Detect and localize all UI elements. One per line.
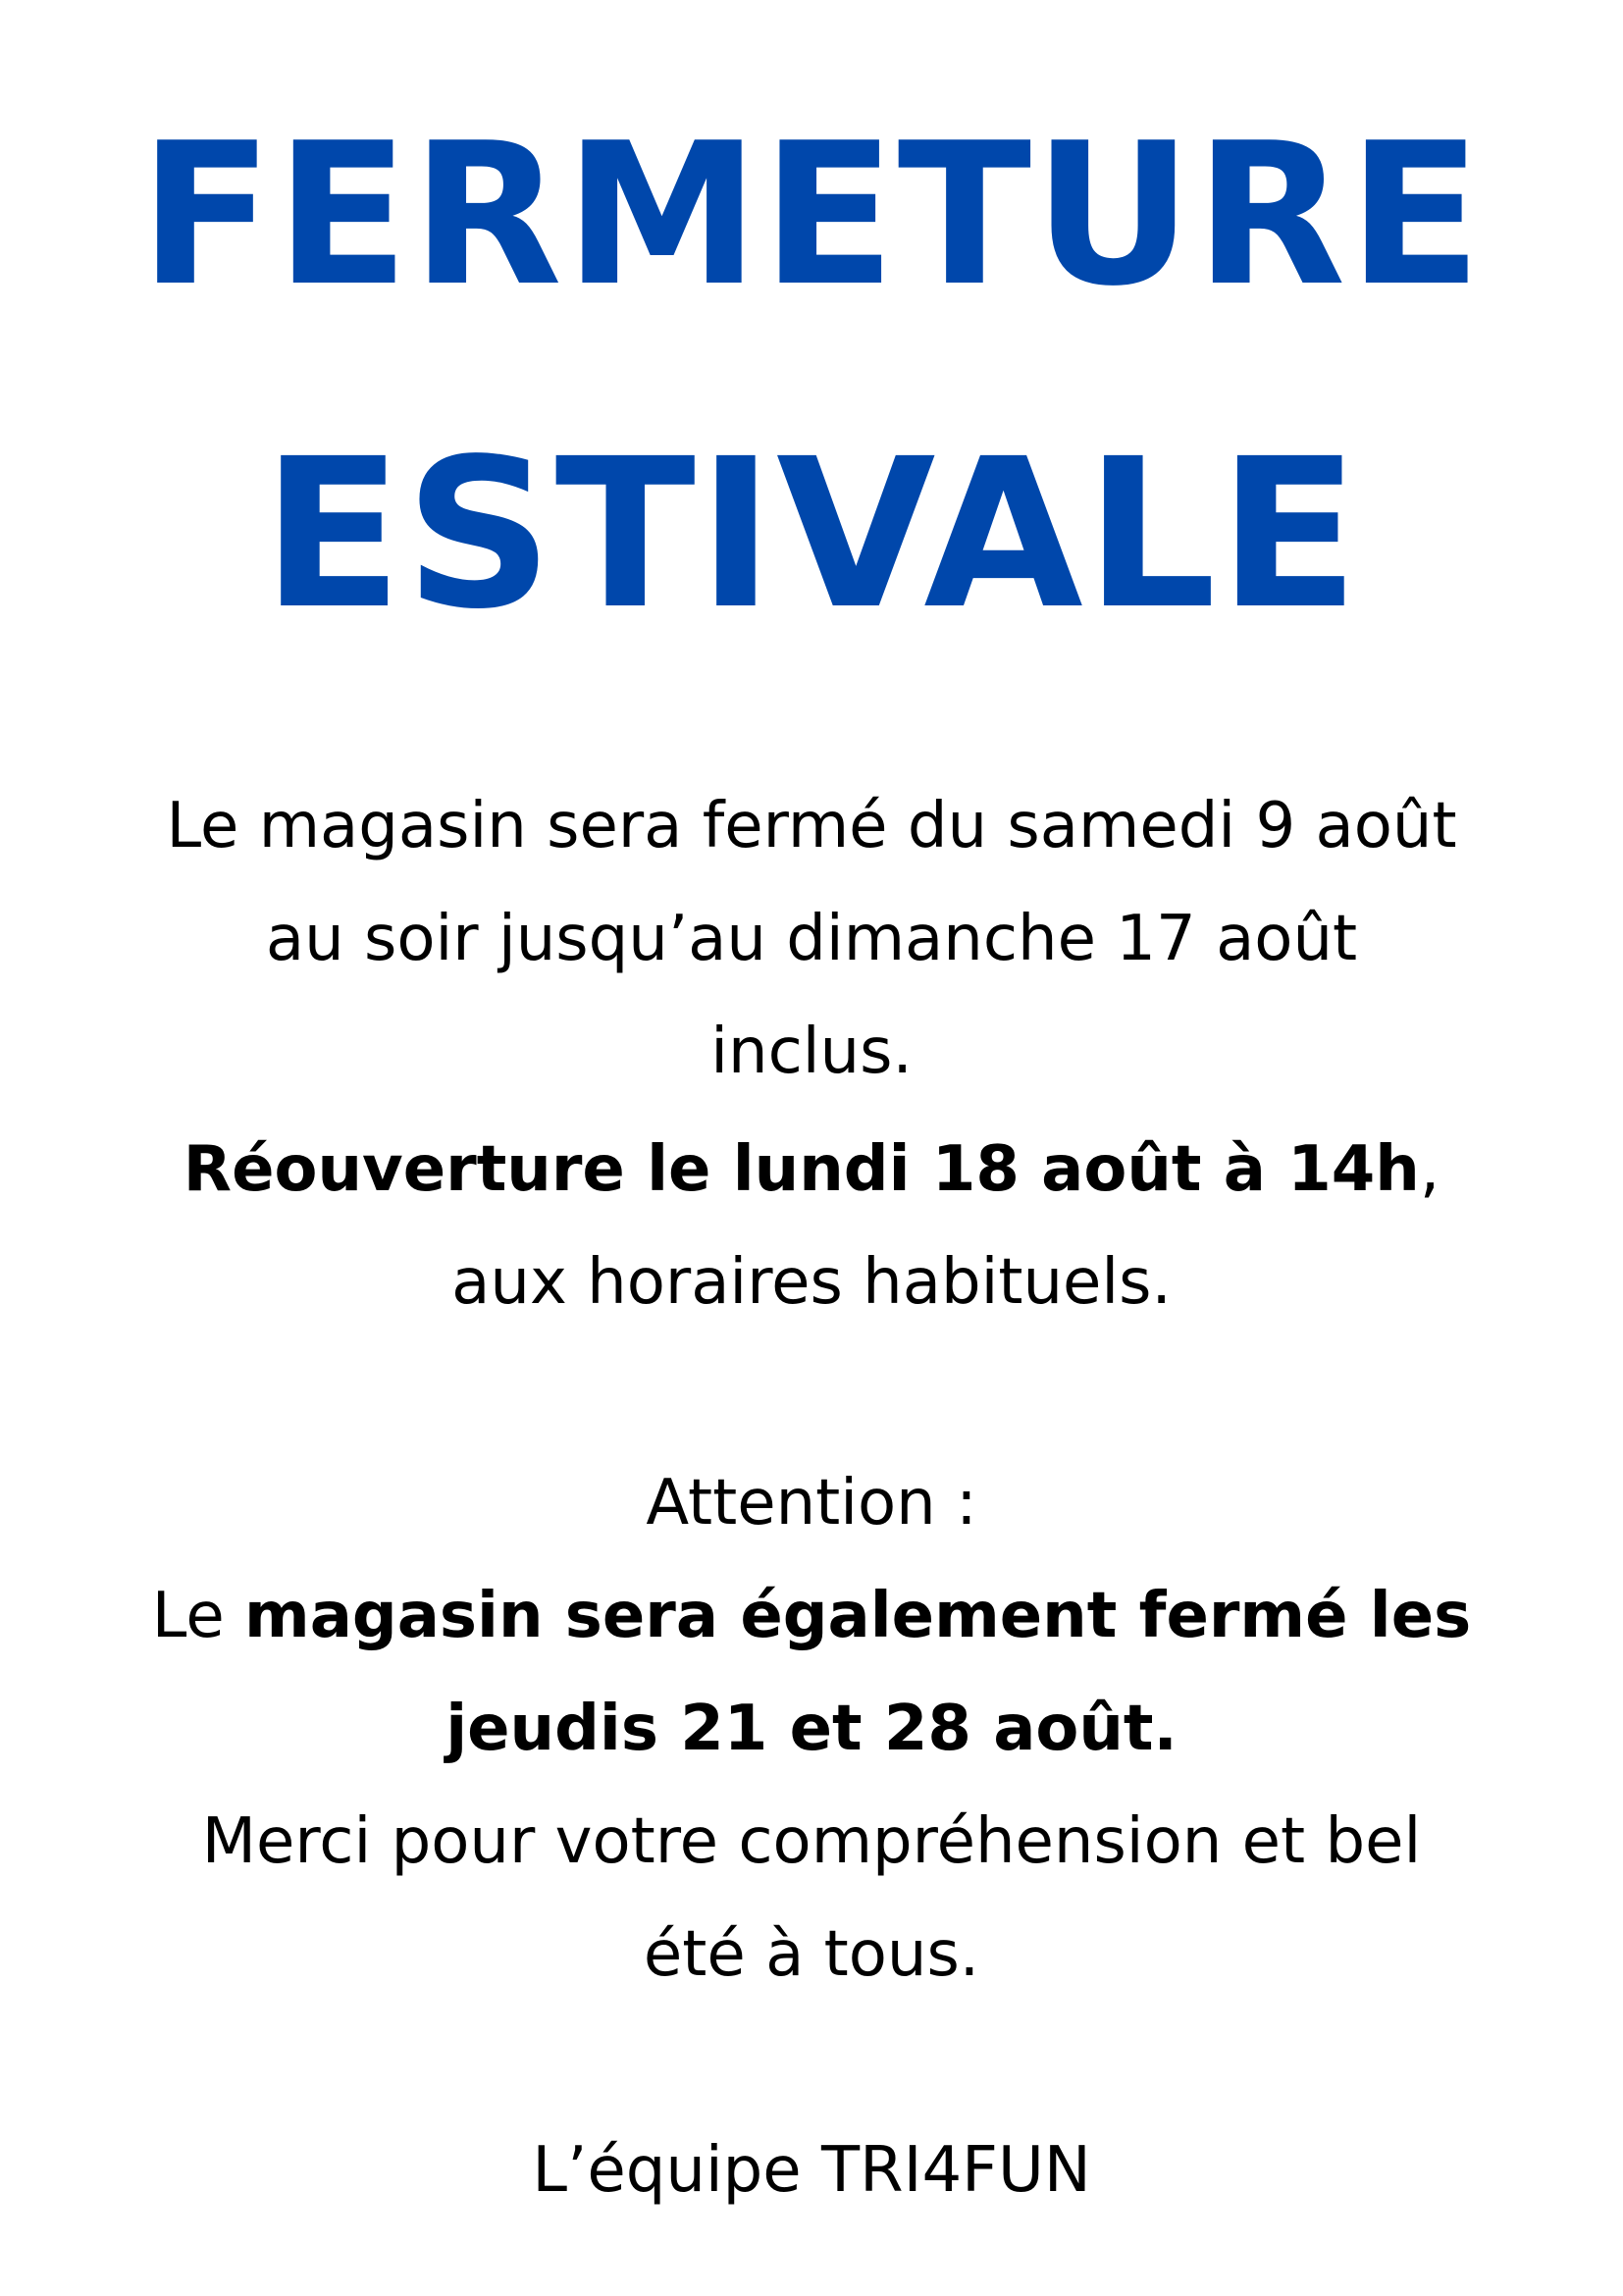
- extra-closure-line-1: [0, 1580, 1623, 1652]
- reopening-date: Réouverture le lundi 18 août à 14h: [183, 1133, 1420, 1206]
- thanks-line-2: été à tous.: [643, 1918, 980, 1991]
- title-line-2: ESTIVALE: [261, 414, 1362, 654]
- closure-text-line-1: Le magasin sera fermé du samedi 9 août: [166, 790, 1457, 862]
- thanks-line-1: Merci pour votre compréhension et bel: [201, 1805, 1422, 1878]
- title-line-1: FERMETURE: [138, 101, 1485, 330]
- signature: L’équipe TRI4FUN: [532, 2134, 1091, 2207]
- attention-label: Attention :: [646, 1467, 977, 1539]
- reopening-line: [0, 1133, 1623, 1206]
- extra-closure-prefix: Le: [151, 1580, 245, 1652]
- extra-closure-dates: jeudis 21 et 28 août.: [445, 1693, 1178, 1765]
- reopening-comma: ,: [1419, 1133, 1440, 1206]
- closure-text-line-2: au soir jusqu’au dimanche 17 août: [265, 903, 1358, 975]
- extra-closure-bold: magasin sera également fermé les: [244, 1580, 1472, 1652]
- reopening-hours-line: aux horaires habituels.: [451, 1246, 1172, 1319]
- closure-text-line-3: inclus.: [710, 1016, 913, 1088]
